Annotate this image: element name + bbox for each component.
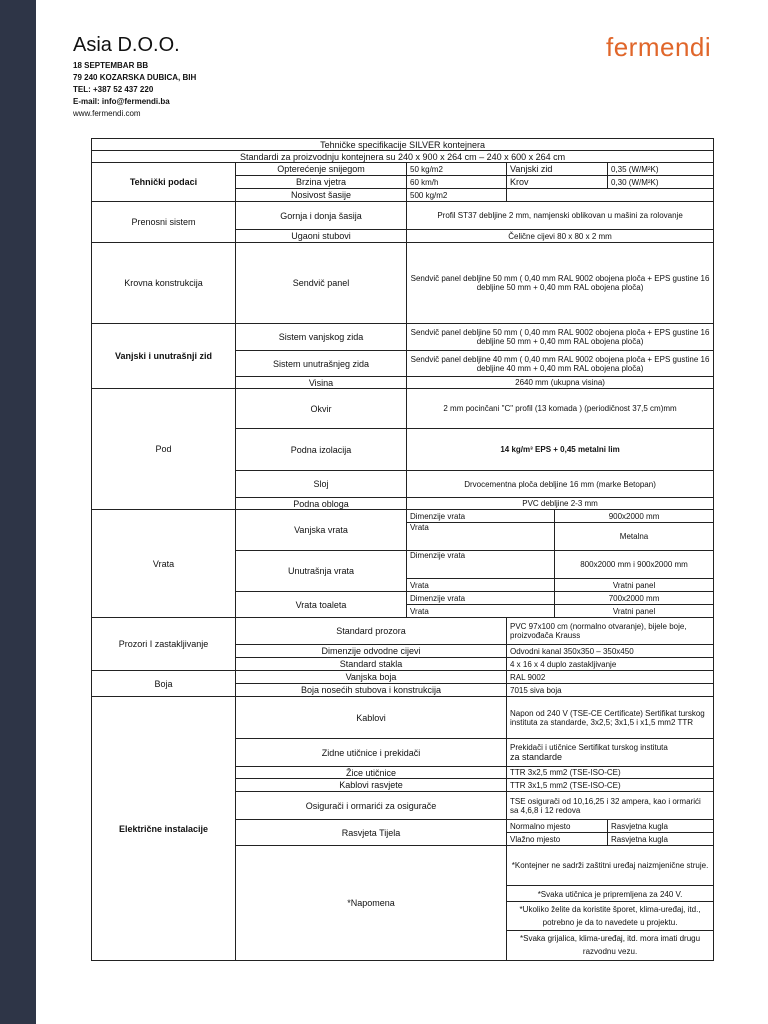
spec-value	[507, 739, 714, 767]
address-line: 18 SEPTEMBAR BB	[73, 61, 149, 70]
spec-label: Kablovi	[236, 697, 507, 739]
spec-label: Boja nosećih stubova i konstrukcija	[236, 684, 507, 697]
notes-label: *Napomena	[236, 846, 507, 961]
spec-value: 7015 siva boja	[507, 684, 714, 697]
category-electric: Električne instalacije	[92, 697, 236, 961]
note-text: *Kontejner ne sadrži zaštitni uređaj naizmjenične struje.	[507, 846, 714, 886]
company-address	[73, 60, 196, 120]
sockets-value-line: za standarde	[510, 752, 563, 762]
phone-line: TEL: +387 52 437 220	[73, 85, 154, 94]
category-tech: Tehnički podaci	[92, 163, 236, 202]
spec-value: 500 kg/m2	[407, 189, 507, 202]
spec-label: Nosivost šasije	[236, 189, 407, 202]
spec-value: Vratni panel	[555, 605, 714, 618]
category-doors: Vrata	[92, 510, 236, 618]
spec-value: Vratni panel	[555, 579, 714, 592]
spec-label: Dimenzije odvodne cijevi	[236, 645, 507, 658]
spec-label: Vrata toaleta	[236, 592, 407, 618]
spec-value: Odvodni kanal 350x350 – 350x450	[507, 645, 714, 658]
sub-label: Vlažno mjesto	[507, 833, 608, 846]
sockets-value-line: Prekidači i utičnice Sertifikat turskog instituta	[510, 743, 668, 752]
spec-value: 50 kg/m2	[407, 163, 507, 176]
spec-value: Rasvjetna kugla	[608, 820, 714, 833]
spec-label: Kablovi rasvjete	[236, 779, 507, 792]
spec-label: Sistem unutrašnjeg zida	[236, 351, 407, 377]
spec-label: Gornja i donja šasija	[236, 202, 407, 230]
spec-value: Metalna	[555, 523, 714, 551]
spec-value: 700x2000 mm	[555, 592, 714, 605]
spec-label: Rasvjeta Tijela	[236, 820, 507, 846]
notes-stack	[507, 886, 714, 961]
spec-label: Brzina vjetra	[236, 176, 407, 189]
table-title: Tehničke specifikacije SILVER kontejnera	[92, 139, 714, 151]
spec-label: Sistem vanjskog zida	[236, 324, 407, 351]
spec-label: Unutrašnja vrata	[236, 551, 407, 592]
spec-value: TSE osigurači od 10,16,25 i 32 ampera, kao i ormarići sa 4,6,8 i 12 redova	[507, 792, 714, 820]
spec-value: Sendvič panel debljine 40 mm ( 0,40 mm RAL 9002 obojena ploča + EPS gustine 16 debljine 40 mm + 0,40 mm RAL obojena ploča)	[407, 351, 714, 377]
spec-label: Sloj	[236, 471, 407, 498]
spec-label: Vanjska boja	[236, 671, 507, 684]
spec-label: Podna obloga	[236, 498, 407, 510]
category-walls: Vanjski i unutrašnji zid	[92, 324, 236, 389]
spec-label: Osigurači i ormarići za osigurače	[236, 792, 507, 820]
spec-value: 14 kg/m³ EPS + 0,45 metalni lim	[407, 429, 714, 471]
spec-value: RAL 9002	[507, 671, 714, 684]
spec-value: PVC debljine 2-3 mm	[407, 498, 714, 510]
spec-value: 2 mm pocinčani "C" profil (13 komada ) (periodičnost 37,5 cm)mm	[407, 389, 714, 429]
sub-label: Dimenzije vrata	[407, 592, 555, 605]
spec-label: Standard prozora	[236, 618, 507, 645]
sub-label: Vrata	[407, 579, 555, 592]
spec-label: Sendvič panel	[236, 243, 407, 324]
spec-value: Čelične cijevi 80 x 80 x 2 mm	[407, 230, 714, 243]
spec-value: Sendvič panel debljine 50 mm ( 0,40 mm RAL 9002 obojena ploča + EPS gustine 16 debljine 50 mm + 0,40 mm RAL obojena ploča)	[407, 324, 714, 351]
spec-value: 4 x 16 x 4 duplo zastakljivanje	[507, 658, 714, 671]
spec-label: Standard stakla	[236, 658, 507, 671]
spec-value: 0,35 (W/M²K)	[608, 163, 714, 176]
company-name: Asia D.O.O.	[73, 34, 180, 56]
spec-label: Vanjska vrata	[236, 510, 407, 551]
spec-label: Opterećenje snijegom	[236, 163, 407, 176]
spec-table	[91, 138, 714, 961]
sub-label: Dimenzije vrata	[407, 510, 555, 523]
spec-label: Žice utičnice	[236, 767, 507, 779]
spec-label: Podna izolacija	[236, 429, 407, 471]
category-floor: Pod	[92, 389, 236, 510]
sub-label: Vrata	[407, 523, 555, 551]
spec-label: Krov	[507, 176, 608, 189]
note-text: *Svaka grijalica, klima-uređaj, itd. mora imati drugu razvodnu vezu.	[520, 933, 701, 956]
spec-value: Rasvjetna kugla	[608, 833, 714, 846]
spec-value: TTR 3x1,5 mm2 (TSE-ISO-CE)	[507, 779, 714, 792]
spec-value: Profil ST37 debljine 2 mm, namjenski oblikovan u mašini za rolovanje	[407, 202, 714, 230]
left-sidebar-band	[0, 0, 36, 1024]
spec-value: 2640 mm (ukupna visina)	[407, 377, 714, 389]
spec-value: Sendvič panel debljine 50 mm ( 0,40 mm RAL 9002 obojena ploča + EPS gustine 16 debljine 50 mm + 0,40 mm RAL obojena ploča)	[407, 243, 714, 324]
spec-value: Napon od 240 V (TSE-CE Certificate) Sertifikat turskog instituta za standarde, 3x2,5; 3x1,5 i x1,5 mm2 TTR	[507, 697, 714, 739]
category-windows: Prozori I zastakljivanje	[92, 618, 236, 671]
sub-label: Normalno mjesto	[507, 820, 608, 833]
spec-value: PVC 97x100 cm (normalno otvaranje), bijele boje, proizvođača Krauss	[507, 618, 714, 645]
note-text: *Ukoliko želite da koristite šporet, klima-uređaj, itd., potrebno je da to navedete u projektu.	[507, 902, 713, 931]
fermendi-logo: fermendi	[606, 32, 712, 62]
spec-label: Zidne utičnice i prekidači	[236, 739, 507, 767]
spec-value: 60 km/h	[407, 176, 507, 189]
spec-label: Ugaoni stubovi	[236, 230, 407, 243]
table-standards: Standardi za proizvodnju kontejnera su 240 x 900 x 264 cm – 240 x 600 x 264 cm	[92, 151, 714, 163]
website-line: www.fermendi.com	[73, 109, 141, 118]
email-line: E-mail: info@fermendi.ba	[73, 97, 170, 106]
spec-label: Okvir	[236, 389, 407, 429]
address-line: 79 240 KOZARSKA DUBICA, BIH	[73, 73, 197, 82]
spec-label: Vanjski zid	[507, 163, 608, 176]
spec-value: Drvocementna ploča debljine 16 mm (marke Betopan)	[407, 471, 714, 498]
category-color: Boja	[92, 671, 236, 697]
spec-value: TTR 3x2,5 mm2 (TSE-ISO-CE)	[507, 767, 714, 779]
sub-label: Dimenzije vrata	[407, 551, 555, 579]
empty-cell	[507, 189, 714, 202]
note-text: *Svaka utičnica je pripremljena za 240 V.	[507, 888, 713, 902]
spec-value: 800x2000 mm i 900x2000 mm	[555, 551, 714, 579]
spec-value: 0,30 (W/M²K)	[608, 176, 714, 189]
category-roof: Krovna konstrukcija	[92, 243, 236, 324]
spec-label: Visina	[236, 377, 407, 389]
sub-label: Vrata	[407, 605, 555, 618]
category-transfer: Prenosni sistem	[92, 202, 236, 243]
spec-value: 900x2000 mm	[555, 510, 714, 523]
